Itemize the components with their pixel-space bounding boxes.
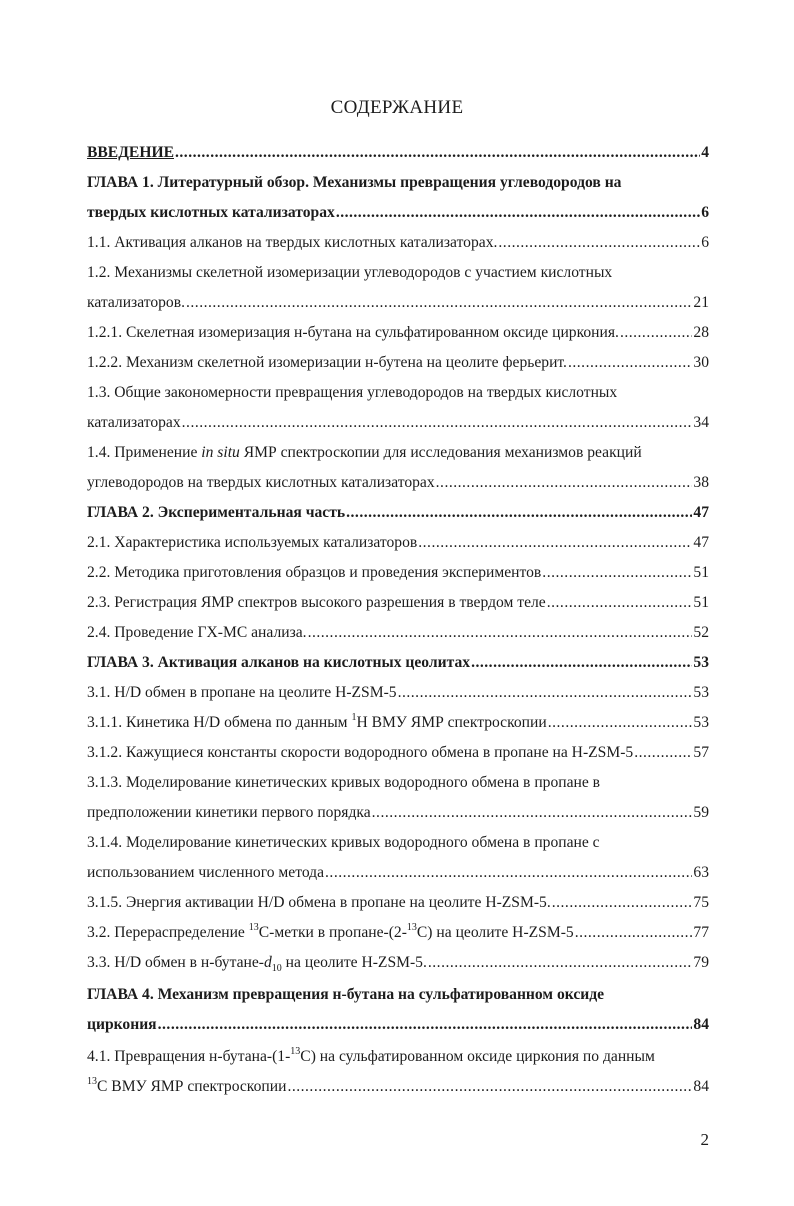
toc-page-number: 53 [693,684,709,701]
toc-entry-title: 2.2. Методика приготовления образцов и проведения экспериментов [87,564,542,581]
toc-entry-4-1[interactable] [87,1076,709,1098]
toc-leader [428,952,693,974]
toc-page-number: 51 [693,564,709,581]
toc-entry-1-4-line1[interactable] [87,442,709,464]
toc-entry-1-2-line1[interactable]: 1.2. Механизмы скелетной изомеризации углеводородов с участием кислотных [87,264,613,281]
toc-page-number: 21 [693,294,709,311]
toc-leader [287,1076,692,1098]
toc-entry-1-2[interactable] [87,292,709,314]
toc-entry-title: твердых кислотных катализаторах [87,204,335,221]
toc-entry-title: использованием численного метода [87,864,325,881]
toc-entry-title: ГЛАВА 2. Экспериментальная часть [87,504,346,521]
toc-page-number: 47 [693,504,709,521]
toc-text: на цеолите H-ZSM-5. [281,954,427,971]
toc-entry-2-4[interactable] [87,622,709,644]
toc-leader [542,562,692,584]
toc-text: С ВМУ ЯМР спектроскопии [97,1078,287,1095]
toc-page-number: 4 [701,144,709,161]
toc-entry-1-4[interactable] [87,472,709,494]
toc-entry-4-1-line1[interactable] [87,1046,709,1068]
toc-entry-3-2[interactable] [87,922,709,944]
toc-leader [175,142,700,164]
toc-entry-3-1-4-line1[interactable]: 3.1.4. Моделирование кинетических кривых водородного обмена в пропане с [87,834,600,851]
toc-entry-title: 1.1. Активация алканов на твердых кислотных катализаторах. [87,234,498,251]
toc-entry-title: 3.1.2. Кажущиеся константы скорости водородного обмена в пропане на H-ZSM-5 [87,744,634,761]
toc-leader [346,502,692,524]
toc-entry-1-3[interactable] [87,412,709,434]
toc-text: С) на сульфатированном оксиде циркония по данным [300,1048,655,1065]
toc-leader [620,322,692,344]
toc-leader [308,622,693,644]
toc-page-number: 53 [693,714,709,731]
toc-entry-title: 2.3. Регистрация ЯМР спектров высокого разрешения в твердом теле [87,594,546,611]
toc-leader [575,922,693,944]
toc-leader [568,352,692,374]
toc-text: 4.1. Превращения н-бутана-(1- [87,1048,291,1065]
toc-page-number: 51 [693,594,709,611]
toc-entry-1-3-line1[interactable]: 1.3. Общие закономерности превращения углеводородов на твердых кислотных [87,384,618,401]
toc-entry-3-1-5[interactable] [87,892,709,914]
toc-text-italic: d [263,954,272,971]
toc-entry-1-2-1[interactable] [87,322,709,344]
toc-leader [547,592,693,614]
toc-page-number: 38 [693,474,709,491]
toc-subscript: 10 [271,963,282,975]
toc-leader [548,712,693,734]
toc-entry-title: углеводородов на твердых кислотных катализаторах [87,474,435,491]
toc-page-number: 84 [693,1016,709,1033]
toc-page-number: 47 [693,534,709,551]
toc-entry-3-1-1[interactable] [87,712,709,734]
toc-entry-3-1-4[interactable] [87,862,709,884]
toc-entry-title: 3.1. H/D обмен в пропане на цеолите H-ZSM-5 [87,684,397,701]
toc-superscript: 13 [406,921,417,933]
toc-page-number: 53 [693,654,709,671]
toc-entry-chapter-4-line1[interactable]: ГЛАВА 4. Механизм превращения н-бутана на сульфатированном оксиде [87,986,605,1003]
toc-page-number: 30 [693,354,709,371]
toc-entry-1-2-2[interactable] [87,352,709,374]
toc-text: ЯМР спектроскопии для исследования механизмов реакций [239,444,642,461]
toc-page-number: 28 [693,324,709,341]
toc-superscript: 13 [290,1045,301,1057]
toc-leader [418,532,692,554]
toc-entry-chapter-2[interactable] [87,502,709,524]
toc-text: 1.4. Применение [87,444,202,461]
toc-entry-3-1-3[interactable] [87,802,709,824]
toc-leader [552,892,693,914]
toc-entry-title: ВВЕДЕНИЕ [87,144,174,161]
toc-leader [158,1014,693,1036]
page-number: 2 [700,1130,709,1149]
toc-page-number: 63 [693,864,709,881]
toc-entry-chapter-1[interactable] [87,202,709,224]
toc-superscript: 13 [248,921,259,933]
toc-entry-3-1-2[interactable] [87,742,709,764]
toc-entry-title: 1.2.2. Механизм скелетной изомеризации н-бутена на цеолите ферьерит. [87,354,567,371]
toc-page-number: 57 [693,744,709,761]
page-title: СОДЕРЖАНИЕ [330,97,464,118]
toc-text: 3.3. H/D обмен в н-бутане- [87,954,264,971]
toc-entry-title: ГЛАВА 3. Активация алканов на кислотных цеолитах [87,654,471,671]
toc-entry-title: циркония [87,1016,157,1033]
toc-entry-2-3[interactable] [87,592,709,614]
toc-page-number: 6 [701,234,709,251]
toc-entry-title: 3.1.5. Энергия активации H/D обмена в пропане на цеолите H-ZSM-5. [87,894,551,911]
toc-entry-title: предположении кинетики первого порядка [87,804,371,821]
toc-leader [372,802,693,824]
toc-leader [186,292,692,314]
toc-entry-1-1[interactable] [87,232,709,254]
toc-entry-title [87,1076,286,1098]
toc-leader [436,472,693,494]
toc-superscript: 1 [351,711,357,723]
toc-entry-title: 2.1. Характеристика используемых катализаторов [87,534,418,551]
toc-page-number: 6 [701,204,709,221]
toc-entry-title: 2.4. Проведение ГХ-МС анализа. [87,624,307,641]
toc-entry-title: катализаторах [87,414,181,431]
toc-page-number: 84 [693,1078,709,1095]
toc-text: С) на цеолите H-ZSM-5 [416,924,574,941]
toc-entry-2-2[interactable] [87,562,709,584]
toc-page-number: 77 [693,924,709,941]
toc-entry-chapter-3[interactable] [87,652,709,674]
toc-leader [498,232,700,254]
toc-page-number: 59 [693,804,709,821]
toc-leader [336,202,700,224]
toc-entry-chapter-1-line1[interactable]: ГЛАВА 1. Литературный обзор. Механизмы превращения углеводородов на [87,174,622,191]
toc-entry-chapter-4[interactable] [87,1014,709,1036]
toc-page-number: 34 [693,414,709,431]
toc-text: С-метки в пропане-(2- [258,924,407,941]
toc-entry-title: катализаторов. [87,294,185,311]
toc-entry-title [87,922,574,944]
toc-entry-2-1[interactable] [87,532,709,554]
toc-entry-3-1-3-line1[interactable]: 3.1.3. Моделирование кинетических кривых водородного обмена в пропане в [87,774,601,791]
toc-page-number: 52 [693,624,709,641]
toc-text: 3.1.1. Кинетика H/D обмена по данным [87,714,352,731]
toc-entry-3-1[interactable] [87,682,709,704]
toc-leader [471,652,692,674]
toc-leader [398,682,693,704]
toc-leader [182,412,693,434]
toc-leader [325,862,692,884]
toc-page-number: 75 [693,894,709,911]
toc-text: 3.2. Перераспределение [87,924,249,941]
toc-entry-title: 1.2.1. Скелетная изомеризация н-бутана на сульфатированном оксиде циркония. [87,324,619,341]
toc-superscript: 13 [87,1075,97,1087]
toc-entry-title [87,712,547,734]
toc-entry-title [87,952,427,974]
toc-text: H ВМУ ЯМР спектроскопии [356,714,547,731]
toc-entry-introduction[interactable] [87,142,709,164]
toc-entry-3-3[interactable] [87,952,709,974]
toc-text-italic: in situ [201,444,240,461]
toc-leader [634,742,692,764]
toc-page-number: 79 [693,954,709,971]
